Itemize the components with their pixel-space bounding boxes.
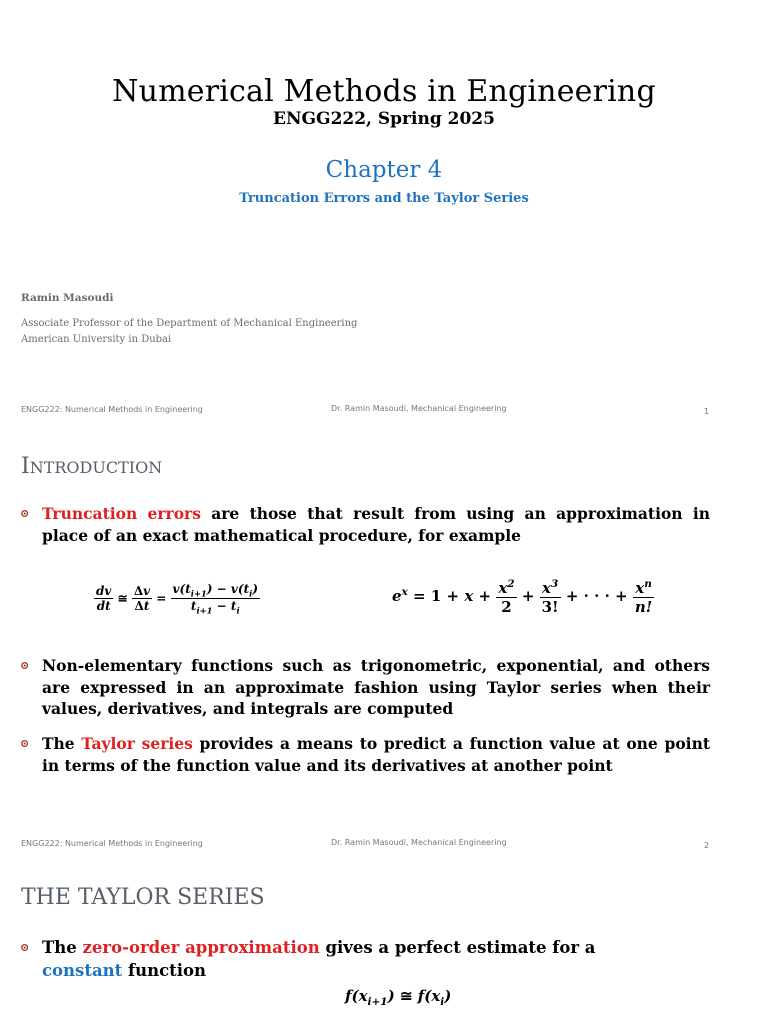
slide-heading: THE TAYLOR SERIES <box>21 885 265 910</box>
introduction-slide: INTRODUCTION ⊙ Truncation errors are those that result from using an approximation in place of an exact mathematical procedure, for example $\frac{dv}{dt}$ ≅ $\frac{\Delta v}{\Delta t}$ = $\frac{v(t_{i+1}) - v(t_i)}{t_{i+1} - t_i}$ $e^x = 1 + x$ + $\frac{x^2}{2}$ + $\frac{x^3}{3!}$ + · · · + $\frac{x^n}{n!}$ ⊙ Non-elementary functions such as trigonometric, exponential, and others are expressed in an approximate fashion using Taylor series when their values, derivatives, and integrals are computed ⊙ The Taylor series provides a means to predict a function value at one point in terms of the function value and its derivatives at another point ENGG222: Numerical Methods in Engineering Dr. Ramin Masoudi, Mechanical Engineering 2 <box>20 454 711 850</box>
slide-heading: INTRODUCTION <box>21 454 163 479</box>
author-affiliation-1: Associate Professor of the Department of Mechanical Engineering <box>21 318 358 329</box>
page-title: Numerical Methods in Engineering <box>112 74 656 109</box>
title-slide <box>0 0 768 428</box>
circled-dot-icon: ⊙ <box>20 659 30 672</box>
derivative-approximation-equation: $\frac{dv}{dt}$ ≅ $\frac{\Delta v}{\Delta t}$ = $\frac{v(t_{i+1}) - v(t_i)}{t_{i+1} - t_i}$ <box>96 582 258 616</box>
chapter-title: Chapter 4 <box>325 157 443 183</box>
page-number: 2 <box>704 841 710 850</box>
footer-center: Dr. Ramin Masoudi, Mechanical Engineering <box>331 838 507 847</box>
highlight-constant: constant <box>42 961 123 980</box>
highlight-taylor-series: Taylor series <box>81 734 193 753</box>
page-number: 1 <box>704 407 710 416</box>
zero-order-equation: $f(x_{i+1})$ ≅ $f(x_i)$ <box>345 987 452 1008</box>
circled-dot-icon: ⊙ <box>20 941 30 954</box>
chapter-subtitle: Truncation Errors and the Taylor Series <box>239 191 529 206</box>
footer-left: ENGG222: Numerical Methods in Engineering <box>21 839 203 848</box>
circled-dot-icon: ⊙ <box>20 507 30 520</box>
author-name: Ramin Masoudi <box>21 292 114 304</box>
highlight-zero-order: zero-order approximation <box>82 938 320 957</box>
highlight-truncation-errors: Truncation errors <box>42 504 201 523</box>
footer-left: ENGG222: Numerical Methods in Engineering <box>21 405 203 414</box>
author-affiliation-2: American University in Dubai <box>21 334 172 345</box>
circled-dot-icon: ⊙ <box>20 737 30 750</box>
course-label: ENGG222, Spring 2025 <box>273 109 495 129</box>
footer-center: Dr. Ramin Masoudi, Mechanical Engineering <box>331 404 507 413</box>
exponential-series-equation: $e^x = 1 + x$ + $\frac{x^2}{2}$ + $\frac{x^3}{3!}$ + · · · + $\frac{x^n}{n!}$ <box>392 578 653 616</box>
taylor-series-slide: THE TAYLOR SERIES ⊙ The zero-order approximation gives a perfect estimate for a constant function $f(x_{i+1})$ ≅ $f(x_i)$ <box>20 885 596 1008</box>
